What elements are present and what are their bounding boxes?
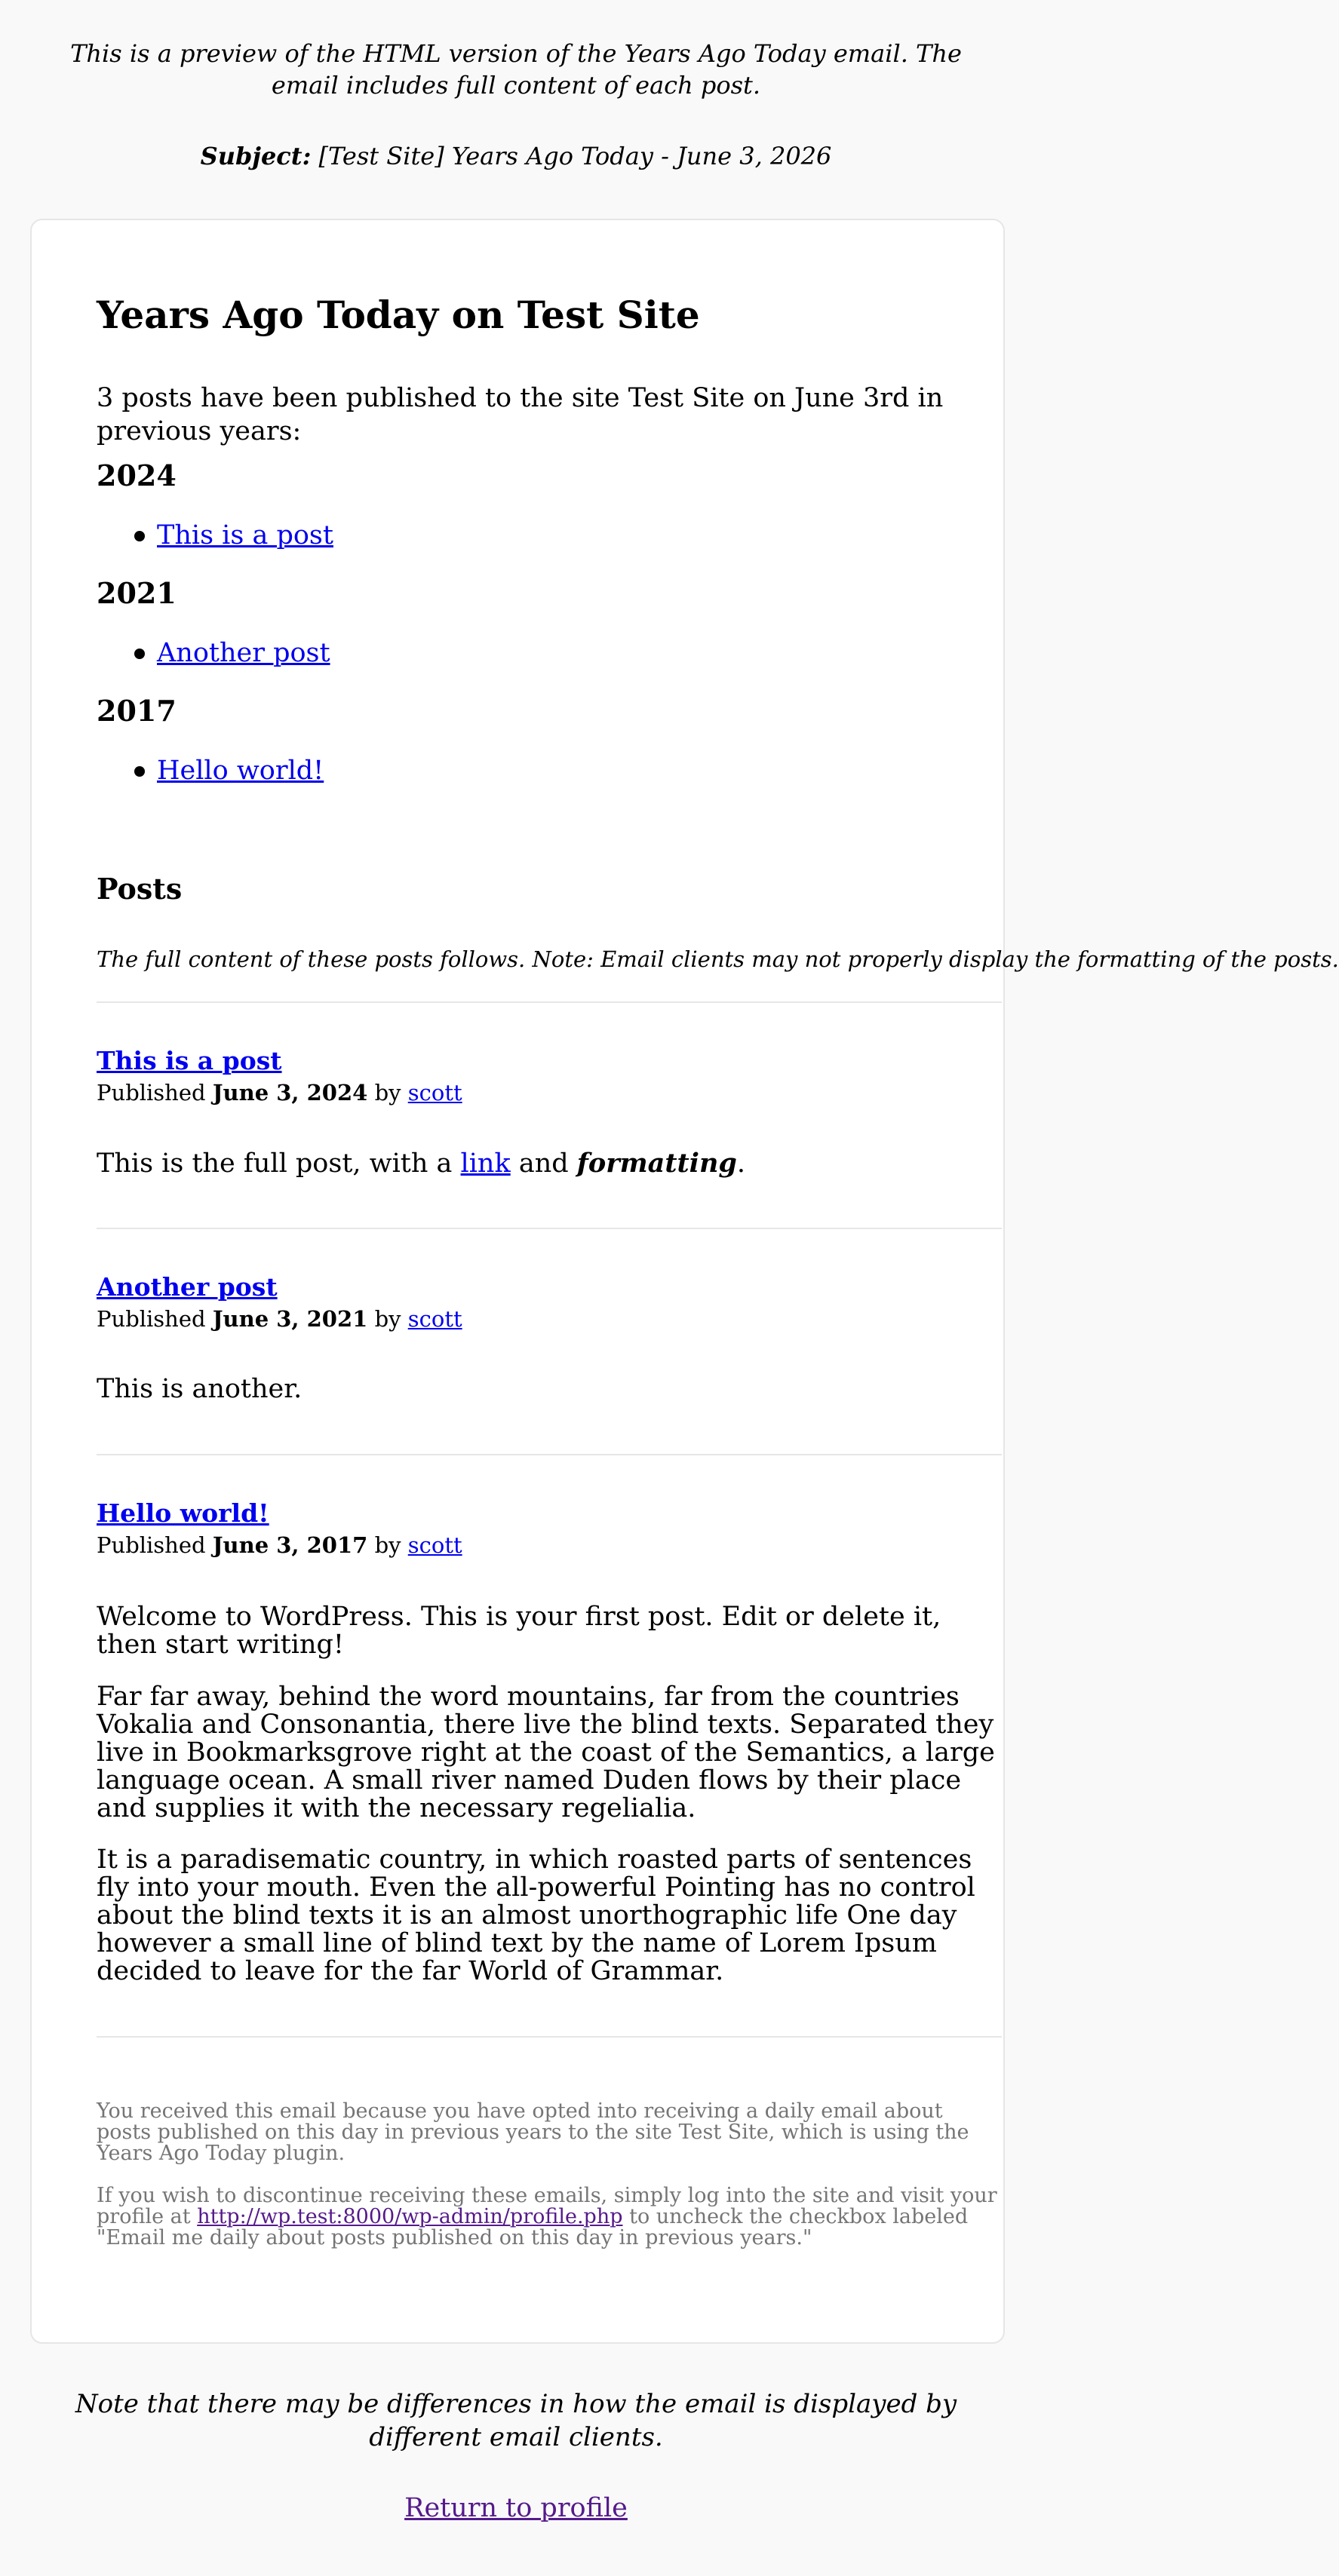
post-byline bbox=[97, 1078, 462, 1107]
post-paragraph: It is a paradisematic country, in which roasted parts of sentences fly into your mouth. Even the all-powerful Pointing has no control about the blind texts it is an almost unorthographic life One day however a small line of blind text by the name of Lorem Ipsum decided to leave for the far World of Grammar. bbox=[97, 1845, 975, 1986]
author-link[interactable]: scott bbox=[407, 1306, 462, 1332]
published-label: Published bbox=[97, 1306, 206, 1332]
published-label: Published bbox=[97, 1080, 206, 1106]
post-body-text: This is the full post, with a bbox=[97, 1148, 453, 1179]
display-differences-note: Note that there may be differences in how the email is displayed by different email clients. bbox=[75, 2389, 957, 2452]
post-body-text: and bbox=[518, 1148, 569, 1179]
return-container bbox=[63, 2492, 969, 2525]
return-to-profile-link[interactable]: Return to profile bbox=[404, 2493, 628, 2523]
subject-value: [Test Site] Years Ago Today - June 3, 2026 bbox=[318, 142, 832, 170]
post-body-text: . bbox=[736, 1148, 746, 1179]
year-heading-2021: 2021 bbox=[97, 576, 177, 610]
year-post-link[interactable]: This is a post bbox=[157, 520, 333, 550]
year-list-2024 bbox=[97, 519, 926, 552]
author-link[interactable]: scott bbox=[407, 1532, 462, 1558]
post-body: This is another. bbox=[97, 1374, 303, 1404]
post-body-formatting: formatting bbox=[576, 1148, 737, 1179]
year-list-2017 bbox=[97, 754, 926, 787]
posts-heading: Posts bbox=[97, 872, 183, 906]
footer-optin-text: You received this email because you have opted into receiving a daily email about posts published on this day in previous years to the site Test Site, which is using the Years Ago Today plugin. bbox=[97, 2099, 969, 2165]
bullet-icon bbox=[134, 766, 145, 777]
bullet-icon bbox=[134, 531, 145, 541]
post-date: June 3, 2024 bbox=[212, 1080, 368, 1106]
post-date: June 3, 2021 bbox=[212, 1306, 368, 1332]
year-heading-2024: 2024 bbox=[97, 458, 177, 492]
author-link[interactable]: scott bbox=[407, 1080, 462, 1106]
email-preview-card bbox=[30, 219, 1339, 2344]
post-title-link[interactable]: This is a post bbox=[97, 1046, 282, 1075]
post-byline bbox=[97, 1531, 462, 1559]
by-label: by bbox=[374, 1080, 401, 1106]
divider bbox=[97, 1228, 1002, 1229]
email-intro: 3 posts have been published to the site Test Site on June 3rd in previous years: bbox=[97, 383, 944, 446]
divider bbox=[97, 2036, 1002, 2038]
year-post-link[interactable]: Another post bbox=[157, 638, 330, 668]
footer-text: to uncheck the checkbox labeled "Email me daily about posts published on this day in previous years." bbox=[97, 2205, 969, 2249]
by-label: by bbox=[374, 1306, 401, 1332]
post-date: June 3, 2017 bbox=[212, 1532, 368, 1558]
footer-text: If you wish to discontinue receiving these emails, simply log into the site and visit your profile at bbox=[97, 2184, 997, 2228]
footer-unsubscribe-text bbox=[97, 2185, 1002, 2249]
by-label: by bbox=[374, 1532, 401, 1558]
preview-note: This is a preview of the HTML version of the Years Ago Today email. The email includes full content of each post. bbox=[70, 39, 962, 100]
post-title-link[interactable]: Hello world! bbox=[97, 1498, 269, 1528]
email-subject bbox=[63, 140, 969, 172]
published-label: Published bbox=[97, 1532, 206, 1558]
email-heading: Years Ago Today on Test Site bbox=[97, 293, 700, 337]
divider bbox=[97, 1454, 1002, 1455]
post-body-link[interactable]: link bbox=[460, 1148, 511, 1179]
subject-label: Subject: bbox=[200, 142, 312, 170]
post-paragraph: Welcome to WordPress. This is your first post. Edit or delete it, then start writing! bbox=[97, 1602, 941, 1660]
post-title-link[interactable]: Another post bbox=[97, 1272, 278, 1302]
post-byline bbox=[97, 1305, 462, 1333]
post-body bbox=[97, 1149, 1002, 1178]
year-list-2021 bbox=[97, 636, 926, 670]
profile-url-link[interactable]: http://wp.test:8000/wp-admin/profile.php bbox=[197, 2205, 623, 2228]
year-heading-2017: 2017 bbox=[97, 694, 177, 728]
divider bbox=[97, 1001, 1002, 1003]
bullet-icon bbox=[134, 649, 145, 659]
year-post-link[interactable]: Hello world! bbox=[157, 756, 324, 786]
posts-note: The full content of these posts follows. Note: Email clients may not properly display the formatting of the posts. bbox=[97, 946, 1339, 972]
post-paragraph: Far far away, behind the word mountains, far from the countries Vokalia and Consonantia, there live the blind texts. Separated they live in Bookmarksgrove right at the coast of the Semantics, a large language ocean. A small river named Duden flows by their place and supplies it with the necessary regelialia. bbox=[97, 1682, 995, 1823]
